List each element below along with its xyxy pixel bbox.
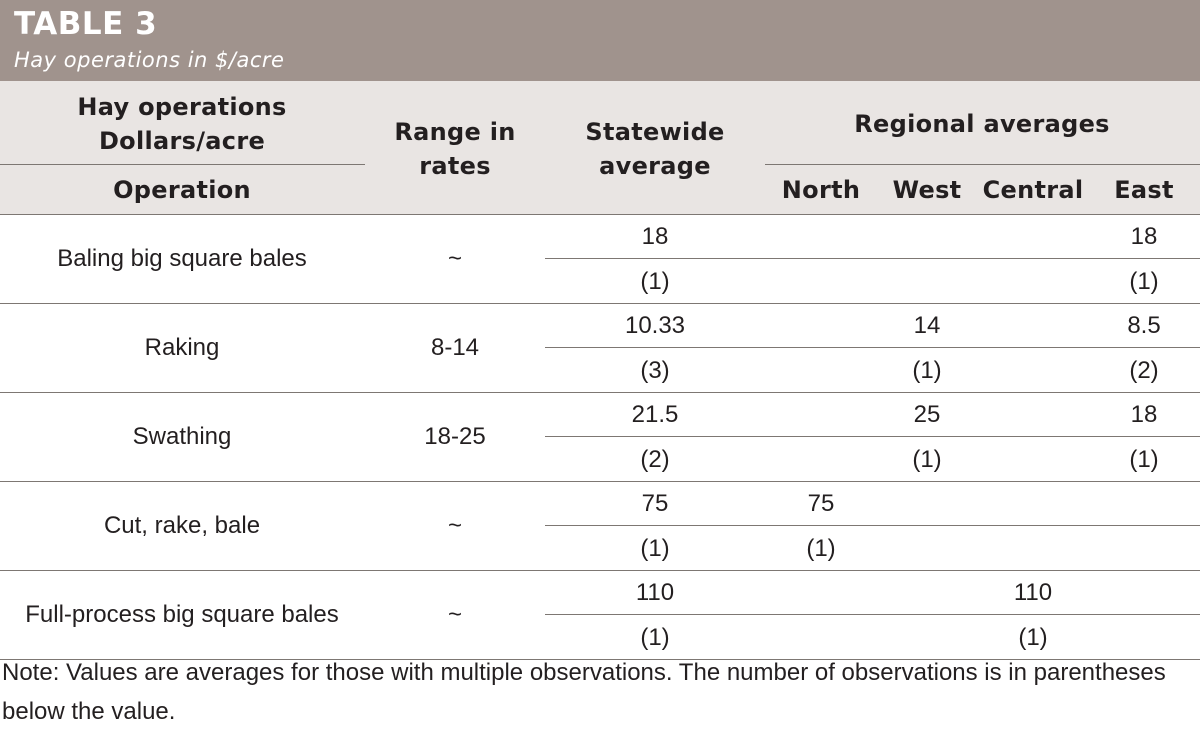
row-2-range: 8-14	[430, 334, 480, 361]
header-east: East	[1114, 176, 1174, 204]
row-separator	[0, 570, 1200, 571]
table-subtitle: Hay operations in $/acre	[14, 48, 285, 72]
row-3-west-count: (1)	[912, 446, 942, 473]
header-rule-regional	[765, 164, 1200, 165]
row-4-operation: Cut, rake, bale	[103, 512, 261, 539]
row-3-statewide-count: (2)	[640, 446, 670, 473]
header-hay-operations	[77, 90, 286, 158]
header-rule-bottom	[0, 214, 1200, 215]
row-2-west-value: 14	[913, 312, 941, 339]
row-divider	[545, 258, 1200, 259]
row-3-range: 18-25	[424, 423, 486, 450]
header-range-line1: Range in	[394, 118, 516, 146]
row-divider	[545, 436, 1200, 437]
row-2-west-count: (1)	[912, 357, 942, 384]
header-operation: Operation	[113, 176, 251, 204]
header-north: North	[781, 176, 861, 204]
header-statewide-line1: Statewide	[585, 118, 725, 146]
header-range	[394, 115, 515, 183]
row-2-east-value: 8.5	[1127, 312, 1161, 339]
header-statewide	[585, 115, 724, 183]
row-4-north-value: 75	[807, 490, 835, 517]
row-4-statewide-count: (1)	[640, 535, 670, 562]
row-3-east-count: (1)	[1129, 446, 1159, 473]
row-3-east-value: 18	[1130, 401, 1158, 428]
row-2-statewide-count: (3)	[640, 357, 670, 384]
header-regional: Regional averages	[854, 110, 1110, 138]
row-5-range: ~	[447, 601, 463, 628]
header-hay-operations-line2: Dollars/acre	[98, 127, 266, 155]
row-2-statewide-value: 10.33	[624, 312, 686, 339]
row-5-statewide-value: 110	[635, 579, 675, 606]
row-4-range: ~	[447, 512, 463, 539]
row-divider	[545, 525, 1200, 526]
row-divider	[545, 614, 1200, 615]
row-1-operation: Baling big square bales	[57, 245, 307, 272]
table-banner	[0, 0, 1200, 81]
row-1-range: ~	[447, 245, 463, 272]
row-1-east-count: (1)	[1129, 268, 1159, 295]
row-2-east-count: (2)	[1129, 357, 1159, 384]
row-separator	[0, 303, 1200, 304]
row-separator	[0, 481, 1200, 482]
table-title: TABLE 3	[14, 6, 158, 42]
row-separator	[0, 392, 1200, 393]
header-statewide-line2: average	[599, 152, 711, 180]
header-central: Central	[982, 176, 1084, 204]
row-2-operation: Raking	[144, 334, 220, 361]
row-5-operation: Full-process big square bales	[25, 601, 339, 628]
row-1-statewide-value: 18	[641, 223, 669, 250]
row-5-central-value: 110	[1013, 579, 1053, 606]
row-5-central-count: (1)	[1018, 624, 1048, 651]
row-4-north-count: (1)	[806, 535, 836, 562]
header-hay-operations-line1: Hay operations	[77, 93, 287, 121]
header-rule-left	[0, 164, 365, 165]
row-1-statewide-count: (1)	[640, 268, 670, 295]
row-4-statewide-value: 75	[641, 490, 669, 517]
header-range-line2: rates	[419, 152, 491, 180]
row-divider	[545, 347, 1200, 348]
row-3-west-value: 25	[913, 401, 941, 428]
row-1-east-value: 18	[1130, 223, 1158, 250]
table-note: Note: Values are averages for those with multiple observations. The number of observations is in parentheses below the value.	[2, 659, 1166, 725]
row-5-statewide-count: (1)	[640, 624, 670, 651]
header-west: West	[892, 176, 962, 204]
row-3-operation: Swathing	[132, 423, 232, 450]
row-3-statewide-value: 21.5	[631, 401, 679, 428]
